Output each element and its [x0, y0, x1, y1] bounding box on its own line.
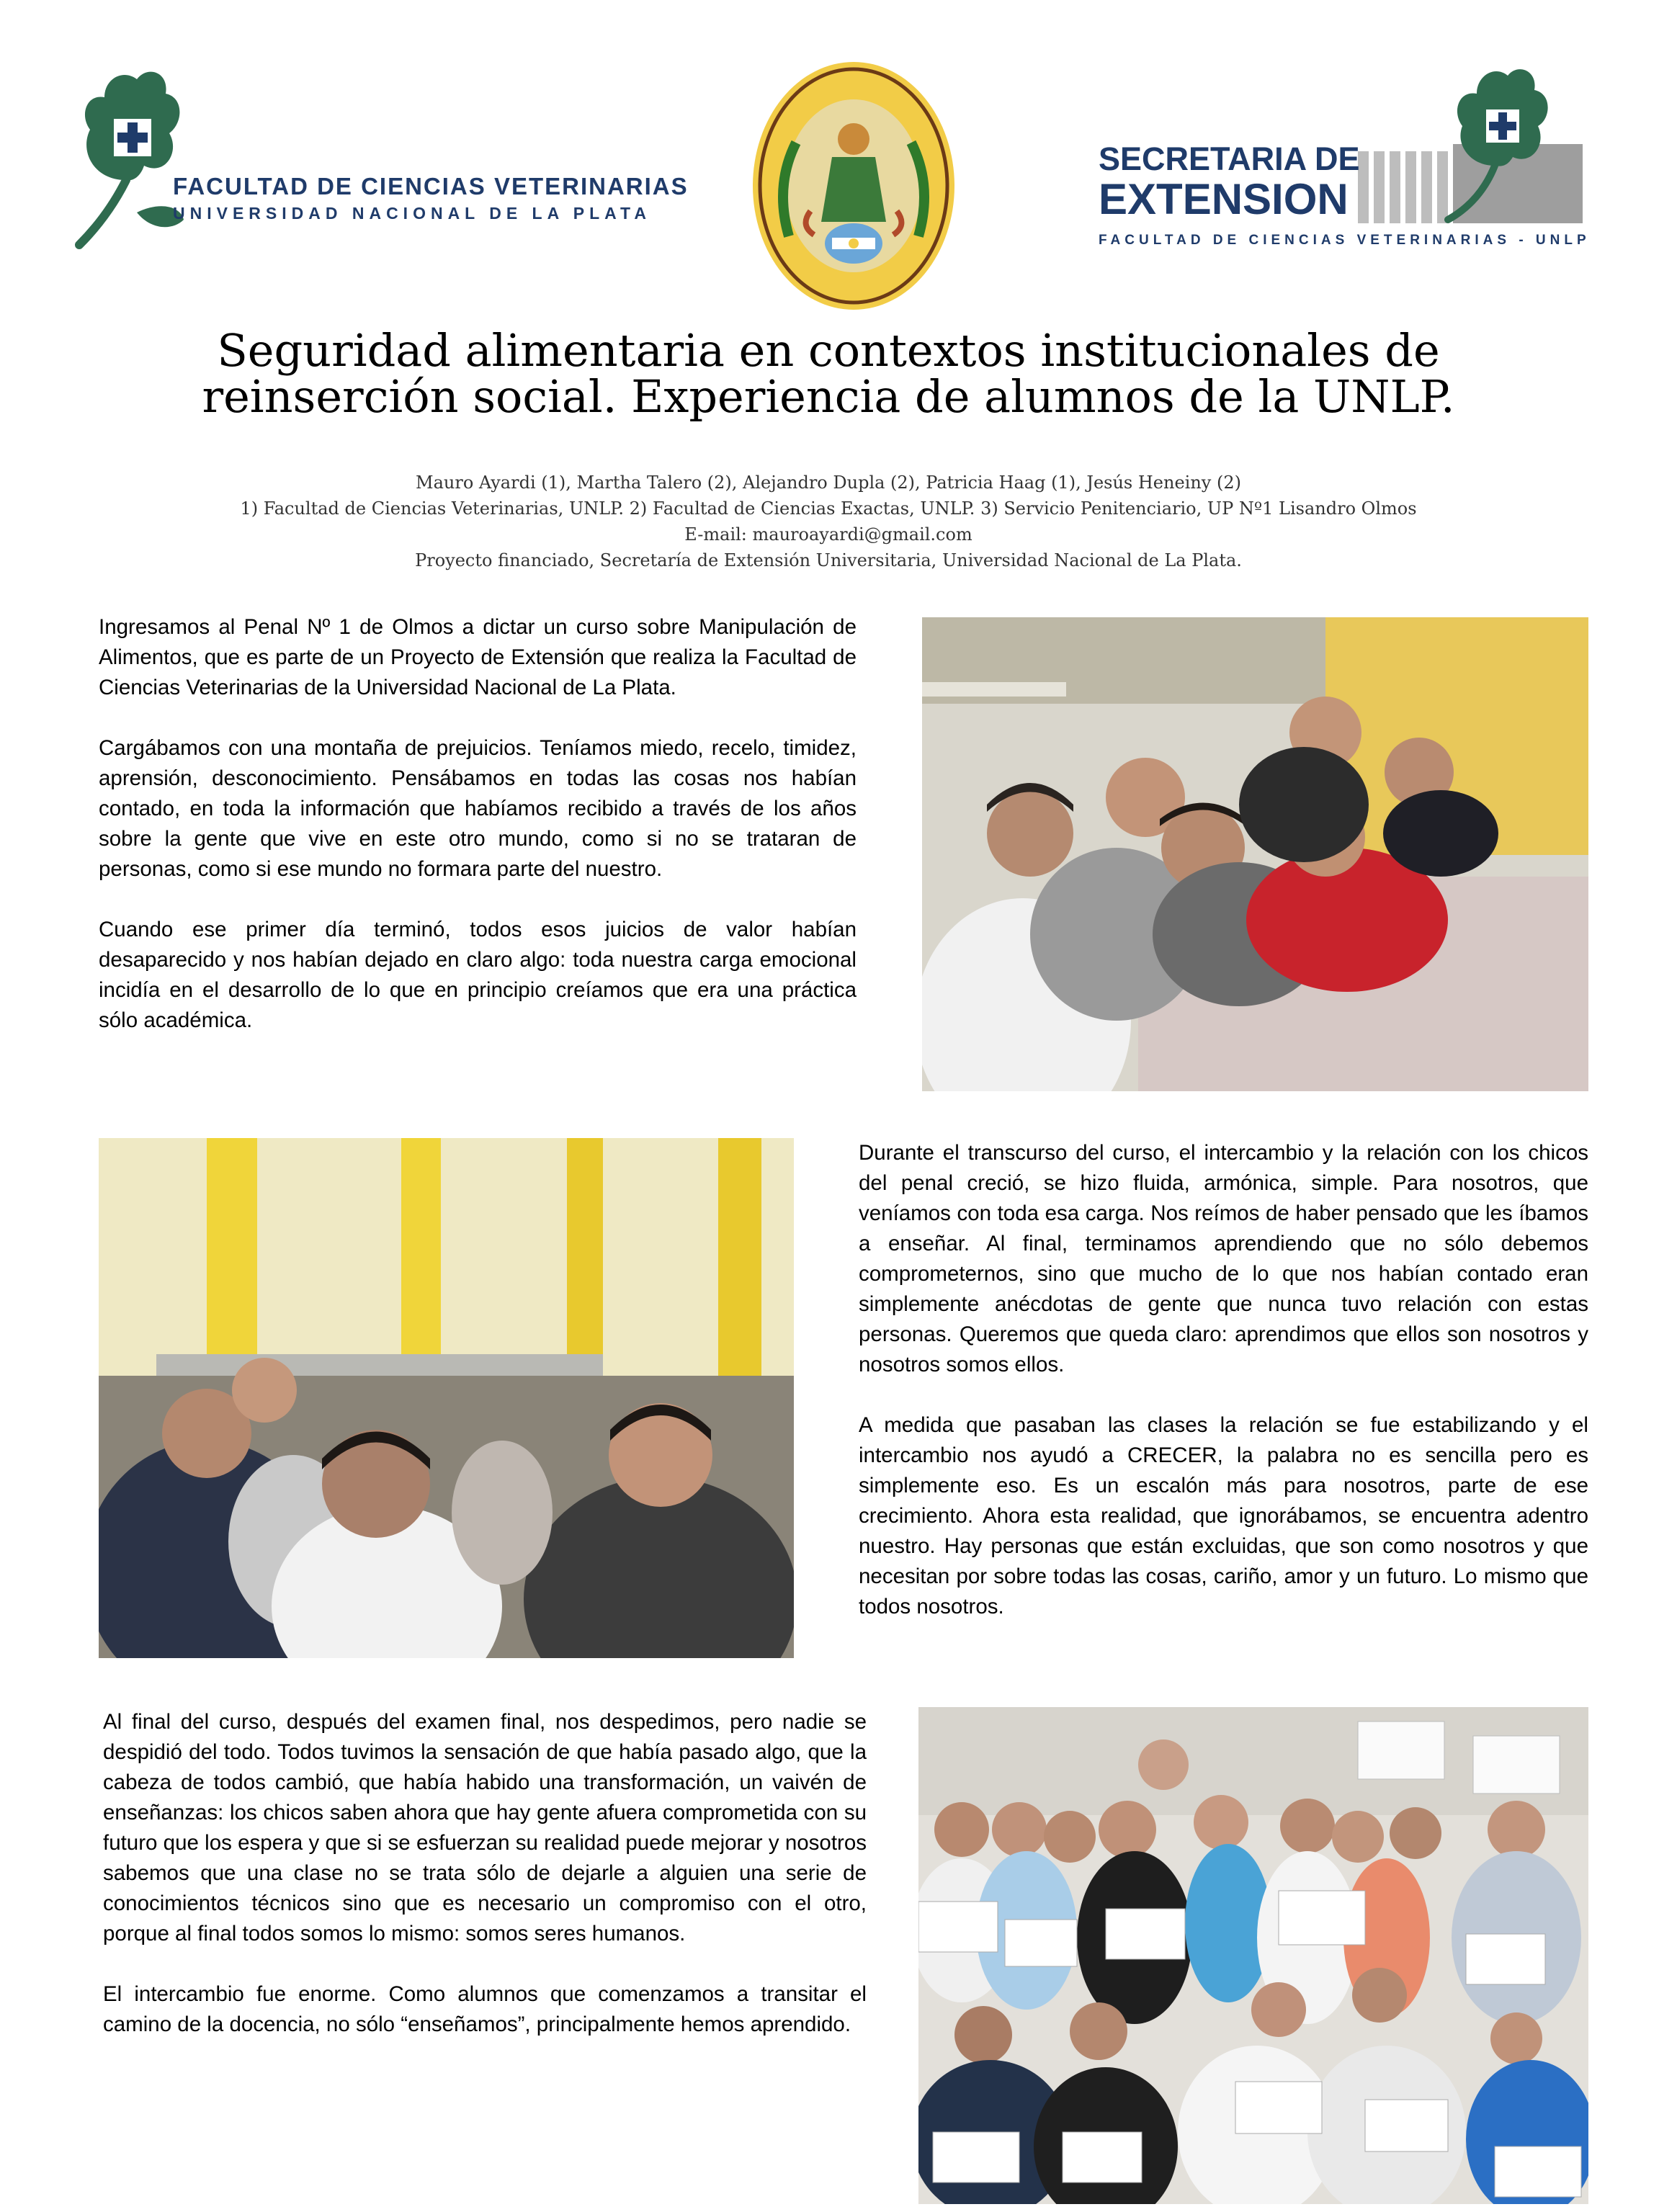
paragraph: Cuando ese primer día terminó, todos esos juicios de valor habían desaparecido y nos habían dejado en claro algo: toda nuestra carga emocional incidía en el desarrollo de lo que en principio creíamos que era una práctica sólo académica. [99, 918, 857, 1032]
oak-leaf-cross-icon [65, 58, 187, 267]
paragraph: Ingresamos al Penal Nº 1 de Olmos a dictar un curso sobre Manipulación de Alimentos, que es parte de un Proyecto de Extensión que realiza la Facultad de Ciencias Veterinarias de la Universidad Nacional de La Plata. [99, 615, 857, 699]
section-3-text [103, 1707, 867, 2040]
authors-email: E-mail: mauroayardi@gmail.com [684, 524, 972, 545]
paragraph: El intercambio fue enorme. Como alumnos que comenzamos a transitar el camino de la docencia, no sólo “enseñamos”, principalmente hemos aprendido. [103, 1982, 867, 2036]
secretaria-logo-line2: EXTENSION [1099, 175, 1349, 223]
paragraph: A medida que pasaban las clases la relación se fue estabilizando y el intercambio nos ayudó a CRECER, la palabra no es sencilla pero es simplemente eso. Es un escalón más para nosotros, parte de ese crecimiento. Ahora esta realidad, que ignorábamos, se encuentra adentro nuestro. Hay personas que están excluidas, que son como nosotros y que necesitan por sobre todas las cosas, cariño, amor y un futuro. Lo mismo que todos nosotros. [859, 1413, 1588, 1618]
authors-block [166, 470, 1491, 573]
section-2-text [859, 1138, 1588, 1622]
section-1-text [99, 612, 857, 1036]
photo-classroom [922, 617, 1588, 1091]
page-title: Seguridad alimentaria en contextos institucionales de reinserción social. Experiencia de alumnos de la UNLP. [202, 324, 1455, 423]
photo-kitchen [99, 1138, 794, 1658]
fcv-logo [65, 65, 689, 259]
photo-certificates [918, 1707, 1588, 2204]
paragraph: Durante el transcurso del curso, el intercambio y la relación con los chicos del penal creció, se hizo fluida, armónica, simple. Para nosotros, que veníamos con toda esa carga. Nos reímos de haber pensado que les íbamos a enseñar. Al final, terminamos aprendiendo que no sólo debemos comprometernos, sino que mucho de lo que nos habían contado eran simplemente anécdotas de gente que nunca tuvo relación con estas personas. Queremos que queda claro: aprendimos que ellos son nosotros y nosotros somos ellos. [859, 1141, 1588, 1376]
secretaria-logo-line1: SECRETARIA DE [1099, 140, 1360, 177]
fcv-logo-line1: FACULTAD DE CIENCIAS VETERINARIAS [173, 173, 689, 200]
authors-affiliations: 1) Facultad de Ciencias Veterinarias, UNLP. 2) Facultad de Ciencias Exactas, UNLP. 3) Servicio Penitenciario, UP Nº1 Lisandro Olmos [240, 498, 1417, 519]
authors-names: Mauro Ayardi (1), Martha Talero (2), Alejandro Dupla (2), Patricia Haag (1), Jesús Heneiny (2) [416, 473, 1241, 493]
paragraph: Al final del curso, después del examen final, nos despedimos, pero nadie se despidió del todo. Todos tuvimos la sensación de que había pasado algo, que la cabeza de todos cambió, que había habido una transformación, un vaivén de enseñanzas: los chicos saben ahora que hay gente afuera comprometida con su futuro que los espera y que si se esfuerzan su realidad puede mejorar y nosotros sabemos que una clase no se trata sólo de dejarle a alguien una serie de conocimientos técnicos sino que es necesario un compromiso con el otro, porque al final todos somos lo mismo: somos seres humanos. [103, 1710, 867, 1945]
paragraph: Cargábamos con una montaña de prejuicios. Teníamos miedo, recelo, timidez, aprensión, desconocimiento. Pensábamos en todas las cosas nos habían contado, en toda la información que habíamos recibido a través de los años sobre la gente que vive en este otro mundo, como si no se trataran de personas, como si ese mundo no formara parte del nuestro. [99, 736, 857, 881]
unlp-seal [746, 56, 962, 319]
secretaria-logo [1091, 65, 1610, 267]
funding-note: Proyecto financiado, Secretaría de Extensión Universitaria, Universidad Nacional de La Plata. [415, 550, 1242, 570]
secretaria-logo-line3: FACULTAD DE CIENCIAS VETERINARIAS - UNLP [1099, 233, 1591, 248]
fcv-logo-line2: UNIVERSIDAD NACIONAL DE LA PLATA [173, 204, 651, 223]
